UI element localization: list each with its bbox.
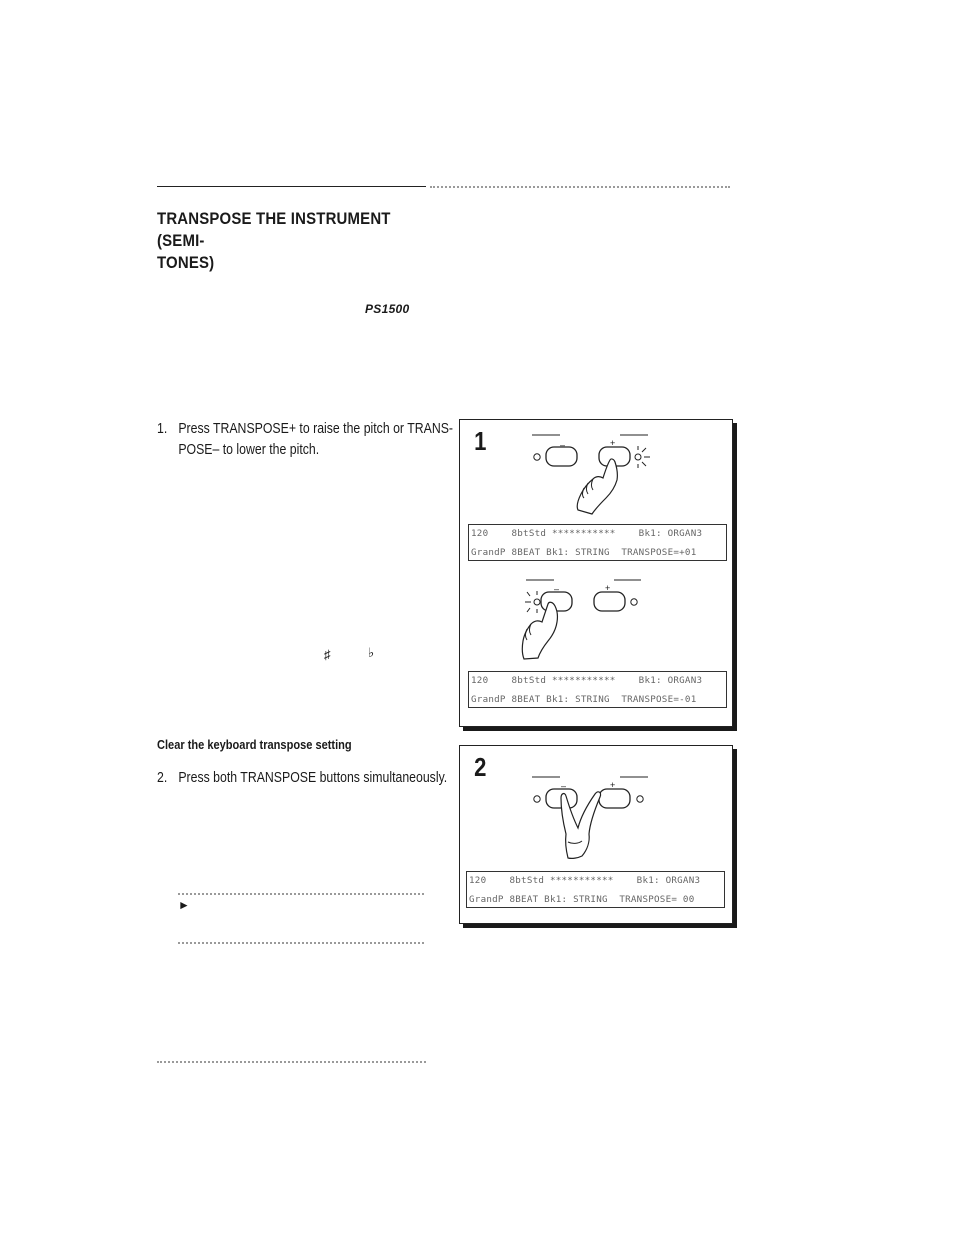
- note-dotted-rule-top: [178, 893, 424, 895]
- figure-2-number: 2: [474, 752, 487, 782]
- step-1-line2: POSE– to lower the pitch.: [178, 441, 320, 458]
- plus-label: +: [610, 438, 616, 448]
- figure-1-number: 1: [474, 426, 487, 456]
- step-2-line1: Press both TRANSPOSE buttons simultaneously.: [178, 769, 448, 786]
- lcd-display-transpose-reset: [466, 871, 725, 908]
- led-lit-icon-minus: [525, 591, 540, 613]
- transpose-plus-button-2[interactable]: [594, 592, 625, 611]
- step-1-number: 1.: [157, 420, 168, 437]
- lcd-display-transpose-minus: [468, 671, 727, 708]
- figure-1-panel: [459, 419, 733, 727]
- minus-label-2: –: [554, 584, 560, 594]
- transpose-plus-button-3[interactable]: [599, 789, 630, 808]
- figure-2-panel: [459, 745, 733, 924]
- clear-transpose-subheading: Clear the keyboard transpose setting: [157, 737, 352, 752]
- flat-symbol: ♭: [368, 645, 375, 660]
- step-2-number: 2.: [157, 769, 168, 786]
- section-heading: [157, 208, 395, 274]
- minus-label: –: [560, 440, 566, 450]
- lcd-row-1: 120 8btStd *********** Bk1: ORGAN3: [469, 875, 701, 886]
- section-title-line1: TRANSPOSE THE INSTRUMENT (SEMI-: [157, 209, 391, 250]
- led-lit-icon: [635, 446, 650, 468]
- lcd-row-2: GrandP 8BEAT Bk1: STRING TRANSPOSE= 00: [469, 894, 695, 905]
- note-arrow-icon: ►: [178, 898, 190, 912]
- step-1: [157, 418, 453, 460]
- hand-press-plus-icon: [577, 459, 617, 514]
- model-label: PS1500: [365, 302, 410, 316]
- note-dotted-rule-bottom: [178, 942, 424, 944]
- header-dotted-rule: [430, 186, 730, 188]
- lcd-row-1: 120 8btStd *********** Bk1: ORGAN3: [471, 528, 703, 539]
- sharp-symbol: ♯: [324, 647, 331, 662]
- footer-dotted-rule: [157, 1061, 426, 1063]
- step-1-line1: Press TRANSPOSE+ to raise the pitch or TRANS-: [178, 420, 454, 437]
- lcd-row-2: GrandP 8BEAT Bk1: STRING TRANSPOSE=-01: [471, 694, 697, 705]
- plus-label-3: +: [610, 780, 616, 790]
- header-rule: [157, 186, 426, 187]
- plus-label-2: +: [605, 583, 611, 593]
- lcd-row-2: GrandP 8BEAT Bk1: STRING TRANSPOSE=+01: [471, 547, 697, 558]
- two-finger-hand-icon: [561, 792, 601, 859]
- lcd-display-transpose-plus: [468, 524, 727, 561]
- section-title-line2: TONES): [157, 253, 215, 272]
- lcd-row-1: 120 8btStd *********** Bk1: ORGAN3: [471, 675, 703, 686]
- minus-label-3: –: [561, 781, 567, 791]
- step-2: [157, 767, 447, 788]
